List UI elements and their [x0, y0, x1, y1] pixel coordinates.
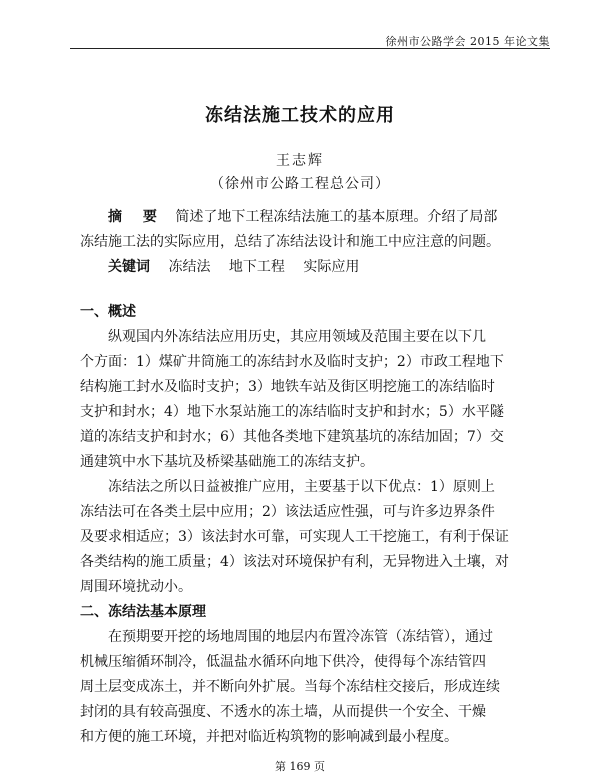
body-line: 结构施工封水及临时支护；3）地铁车站及街区明挖施工的冻结临时 [80, 379, 495, 395]
keywords-line [108, 258, 550, 276]
body-line: 通建筑中水下基坑及桥梁基础施工的冻结支护。 [80, 454, 374, 470]
body-line: 道的冻结支护和封水；6）其他各类地下建筑基坑的冻结加固；7）交 [80, 429, 504, 445]
body-line: 冻结法之所以日益被推广应用，主要基于以下优点：1）原则上 [108, 479, 495, 495]
body-line: 各类结构的施工质量；4）该法对环境保护有利，无异物进入土壤，对 [80, 554, 509, 570]
header-rule [70, 48, 550, 49]
body-line: 封闭的具有较高强度、不透水的冻土墙，从而提供一个安全、干燥 [80, 704, 486, 720]
body-line: 机械压缩循环制冷，低温盐水循环向地下供冷，使得每个冻结管四 [80, 654, 486, 670]
body-line: 和方便的施工环境，并把对临近构筑物的影响减到最小程度。 [80, 729, 458, 745]
running-header: 徐州市公路学会 2015 年论文集 [385, 35, 550, 48]
paper-title: 冻结法施工技术的应用 [205, 105, 395, 126]
abstract-text: 简述了地下工程冻结法施工的基本原理。介绍了局部 [175, 209, 498, 225]
keyword: 地下工程 [228, 259, 285, 275]
body-line: 在预期要开挖的场地周围的地层内布置冷冻管（冻结管），通过 [108, 629, 493, 645]
body-line: 周围环境扰动小。 [80, 579, 192, 595]
paper-author: 王志辉 [276, 153, 324, 169]
abstract-line [108, 208, 550, 226]
body-line: 冻结法可在各类土层中应用；2）该法适应性强，可与许多边界条件 [80, 504, 495, 520]
abstract-label: 摘 要 [108, 209, 165, 225]
section-heading: 二、冻结法基本原理 [80, 604, 206, 620]
paper-affiliation: （徐州市公路工程总公司） [210, 176, 390, 192]
keywords-label: 关键词 [108, 259, 150, 275]
body-line: 个方面：1）煤矿井筒施工的冻结封水及临时支护；2）市政工程地下 [80, 354, 504, 370]
body-line: 支护和封水；4）地下水泵站施工的冻结临时支护和封水；5）水平隧 [80, 404, 504, 420]
body-line: 及要求相适应；3）该法封水可靠，可实现人工干挖施工，有利于保证 [80, 529, 509, 545]
body-line: 纵观国内外冻结法应用历史，其应用领域及范围主要在以下几 [108, 329, 486, 345]
keyword: 实际应用 [303, 259, 360, 275]
abstract-line: 冻结施工法的实际应用，总结了冻结法设计和施工中应注意的问题。 [80, 234, 500, 250]
body-line: 周土层变成冻土，并不断向外扩展。当每个冻结柱交接后，形成连续 [80, 679, 500, 695]
section-heading: 一、概述 [80, 304, 136, 320]
page-number: 第 169 页 [275, 760, 325, 773]
keyword: 冻结法 [168, 259, 211, 275]
